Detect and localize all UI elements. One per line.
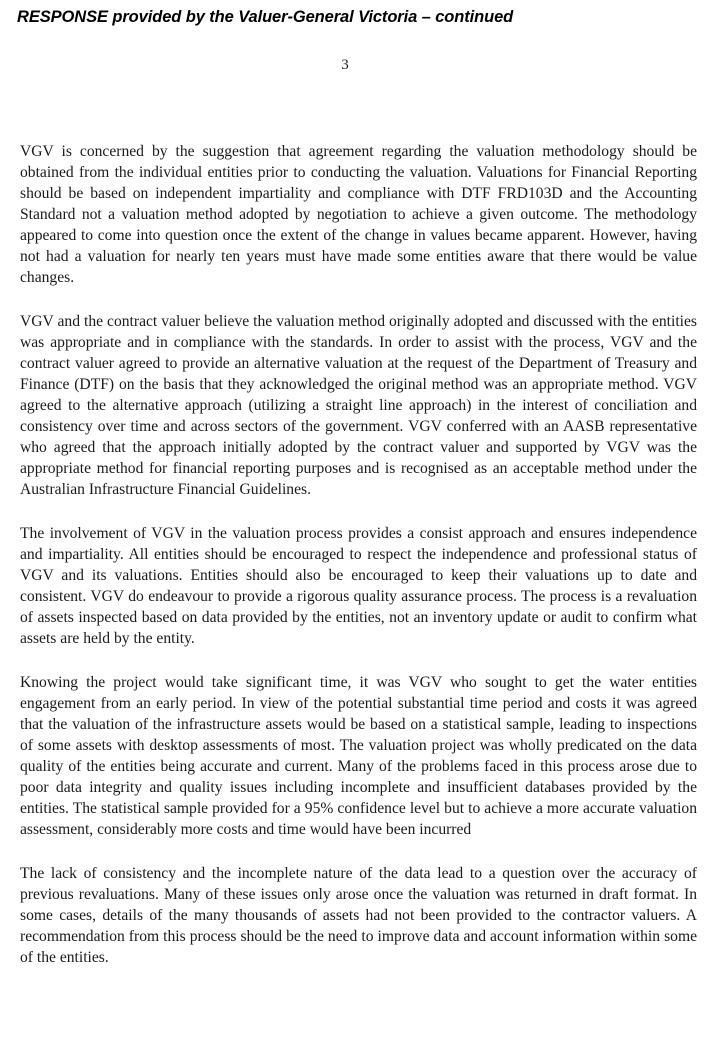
paragraph-valuation-method: VGV and the contract valuer believe the valuation method originally adopted and discussed with the entities was appropriate and in compliance with the standards. In order to assist with the process, VGV and the contract valuer agreed to provide an alternative valuation at the request of the Department of Treasury and Finance (DTF) on the basis that they acknowledged the original method was an appropriate method. VGV agreed to the alternative approach (utilizing a straight line approach) in the interest of conciliation and consistency over time and across sectors of the government. VGV conferred with an AASB representative who agreed that the approach initially adopted by the contract valuer and supported by VGV was the appropriate method for financial reporting purposes and is recognised as an acceptable method under the Australian Infrastructure Financial Guidelines. (20, 313, 697, 498)
page-header-title: RESPONSE provided by the Valuer-General Victoria – continued (17, 8, 514, 26)
paragraph-data-consistency: The lack of consistency and the incomplete nature of the data lead to a question over the accuracy of previous revaluations. Many of these issues only arose once the valuation was returned in draft format. In some cases, details of the many thousands of assets had not been provided to the contractor valuers. A recommendation from this process should be the need to improve data and account information within some of the entities. (20, 865, 697, 966)
paragraph-project-timing: Knowing the project would take significant time, it was VGV who sought to get the water entities engagement from an early period. In view of the potential substantial time period and costs it was agreed that the valuation of the infrastructure assets would be based on a statistical sample, leading to inspections of some assets with desktop assessments of most. The valuation project was wholly predicated on the data quality of the entities being accurate and current. Many of the problems faced in this process arose due to poor data integrity and quality issues including incomplete and insufficient databases provided by the entities. The statistical sample provided for a 95% confidence level but to achieve a more accurate valuation assessment, considerably more costs and time would have been incurred (20, 674, 697, 838)
document-body (20, 141, 697, 991)
page-number: 3 (341, 57, 349, 73)
paragraph-vgv-involvement: The involvement of VGV in the valuation process provides a consist approach and ensures independence and impartiality. All entities should be encouraged to respect the independence and professional status of VGV and its valuations. Entities should also be encouraged to keep their valuations up to date and consistent. VGV do endeavour to provide a rigorous quality assurance process. The process is a revaluation of assets inspected based on data provided by the entities, not an inventory update or audit to confirm what assets are held by the entity. (20, 525, 697, 647)
paragraph-methodology-agreement: VGV is concerned by the suggestion that agreement regarding the valuation methodology should be obtained from the individual entities prior to conducting the valuation. Valuations for Financial Reporting should be based on independent impartiality and compliance with DTF FRD103D and the Accounting Standard not a valuation method adopted by negotiation to achieve a given outcome. The methodology appeared to come into question once the extent of the change in values became apparent. However, having not had a valuation for nearly ten years must have made some entities aware that there would be value changes. (20, 143, 697, 286)
